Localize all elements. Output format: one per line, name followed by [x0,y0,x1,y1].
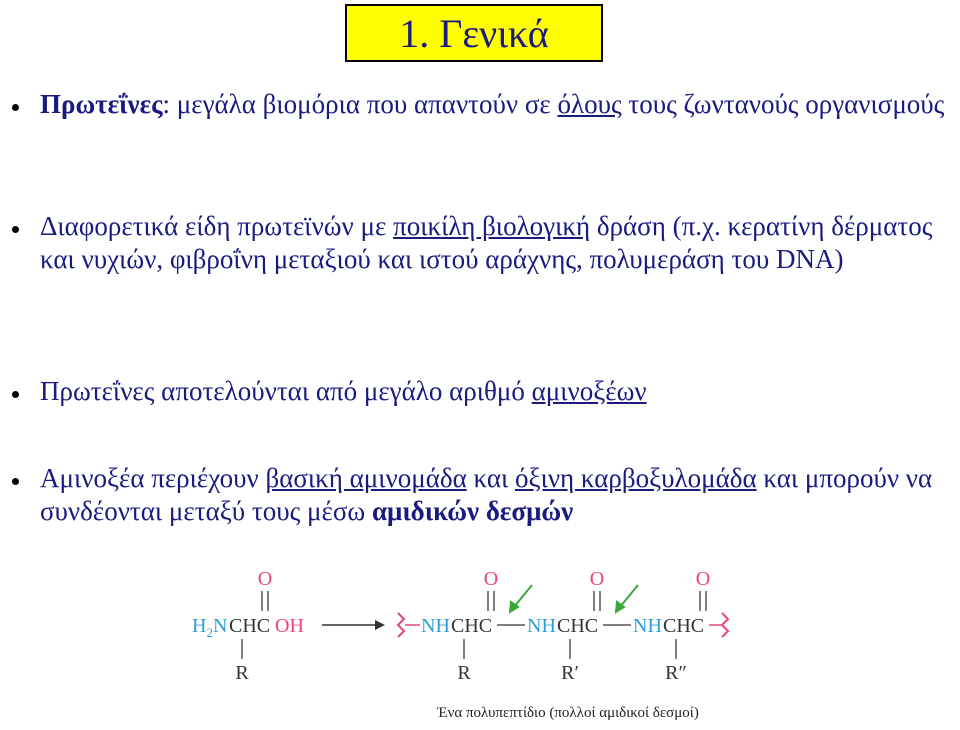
oxygen-label: O [695,568,711,590]
amide-bond-arrow-icon [510,585,532,612]
polypeptide-structure [398,568,728,684]
hydroxyl-label: OH [275,615,304,637]
bullet-text-part: δράση (π.χ. κερατίνη δέρματος και νυχιών, φιβροΐνη μεταξιού και ιστού αράχνης, πολυμεράση του DNA) [40,211,933,274]
bullet-underlined-text: ποικίλη βιολογική [393,211,591,241]
bullet-text-part: τους ζωντανούς οργανισμούς [621,89,945,119]
bullet-text-part: Αμινοξέα περιέχουν [40,463,266,493]
bullet-text-part: Πρωτεΐνες αποτελούνται από μεγάλο αριθμό [40,376,532,406]
bullet-bold-text: Πρωτεΐνες [40,89,163,119]
bullet-text-part: Διαφορετικά είδη πρωτεϊνών με [40,211,394,241]
r-group-label: R′ [561,662,579,684]
bullet-text [40,462,955,528]
nh-label: NH [527,615,556,637]
bullet-text-part: και μπορούν να συνδέονται μεταξύ τους μέσω [40,463,933,526]
slide-title-text: 1. Γενικά [399,10,549,56]
bullet-underlined-text: αμινοξέων [531,376,647,406]
oxygen-label: O [257,568,273,590]
r-group-label: R″ [665,662,687,684]
peptide-formation-diagram [0,555,960,730]
chc-label: CHC [229,615,271,637]
amide-bond-arrow-icon [616,585,638,612]
bullet-underlined-text: βασική αμινομάδα [265,463,467,493]
bullet-text [40,375,955,408]
bullet-dot-icon [12,226,19,233]
nh-label: NH [633,615,662,637]
bullet-underlined-text: όξινη καρβοξυλομάδα [515,463,757,493]
reaction-arrow-icon [322,620,385,630]
bullet-bold-text: αμιδικών δεσμών [371,496,574,526]
wavy-bond-right-icon [722,613,728,637]
bullet-dot-icon [12,391,19,398]
bullet-dot-icon [12,478,19,485]
nh-label: NH [421,615,450,637]
slide-title [345,4,603,62]
amine-h-label: $H_2N$ [192,615,228,640]
bullet-text-part: : μεγάλα βιομόρια που απαντούν σε [162,89,558,119]
bullet-text [40,88,955,121]
r-group-label: R [457,662,471,684]
bullet-dot-icon [12,104,19,111]
bullet-text-part: και [466,463,516,493]
r-group-label: R [235,662,249,684]
diagram-caption: Ένα πολυπεπτίδιο (πολλοί αμιδικοί δεσμοί) [437,705,699,721]
chc-label: CHC [663,615,705,637]
amino-acid-structure [192,568,304,684]
chc-label: CHC [451,615,493,637]
wavy-bond-left-icon [398,613,404,637]
bullet-text [40,210,955,276]
bullet-underlined-text: όλους [557,89,622,119]
chc-label: CHC [557,615,599,637]
oxygen-label: O [483,568,499,590]
oxygen-label: O [589,568,605,590]
